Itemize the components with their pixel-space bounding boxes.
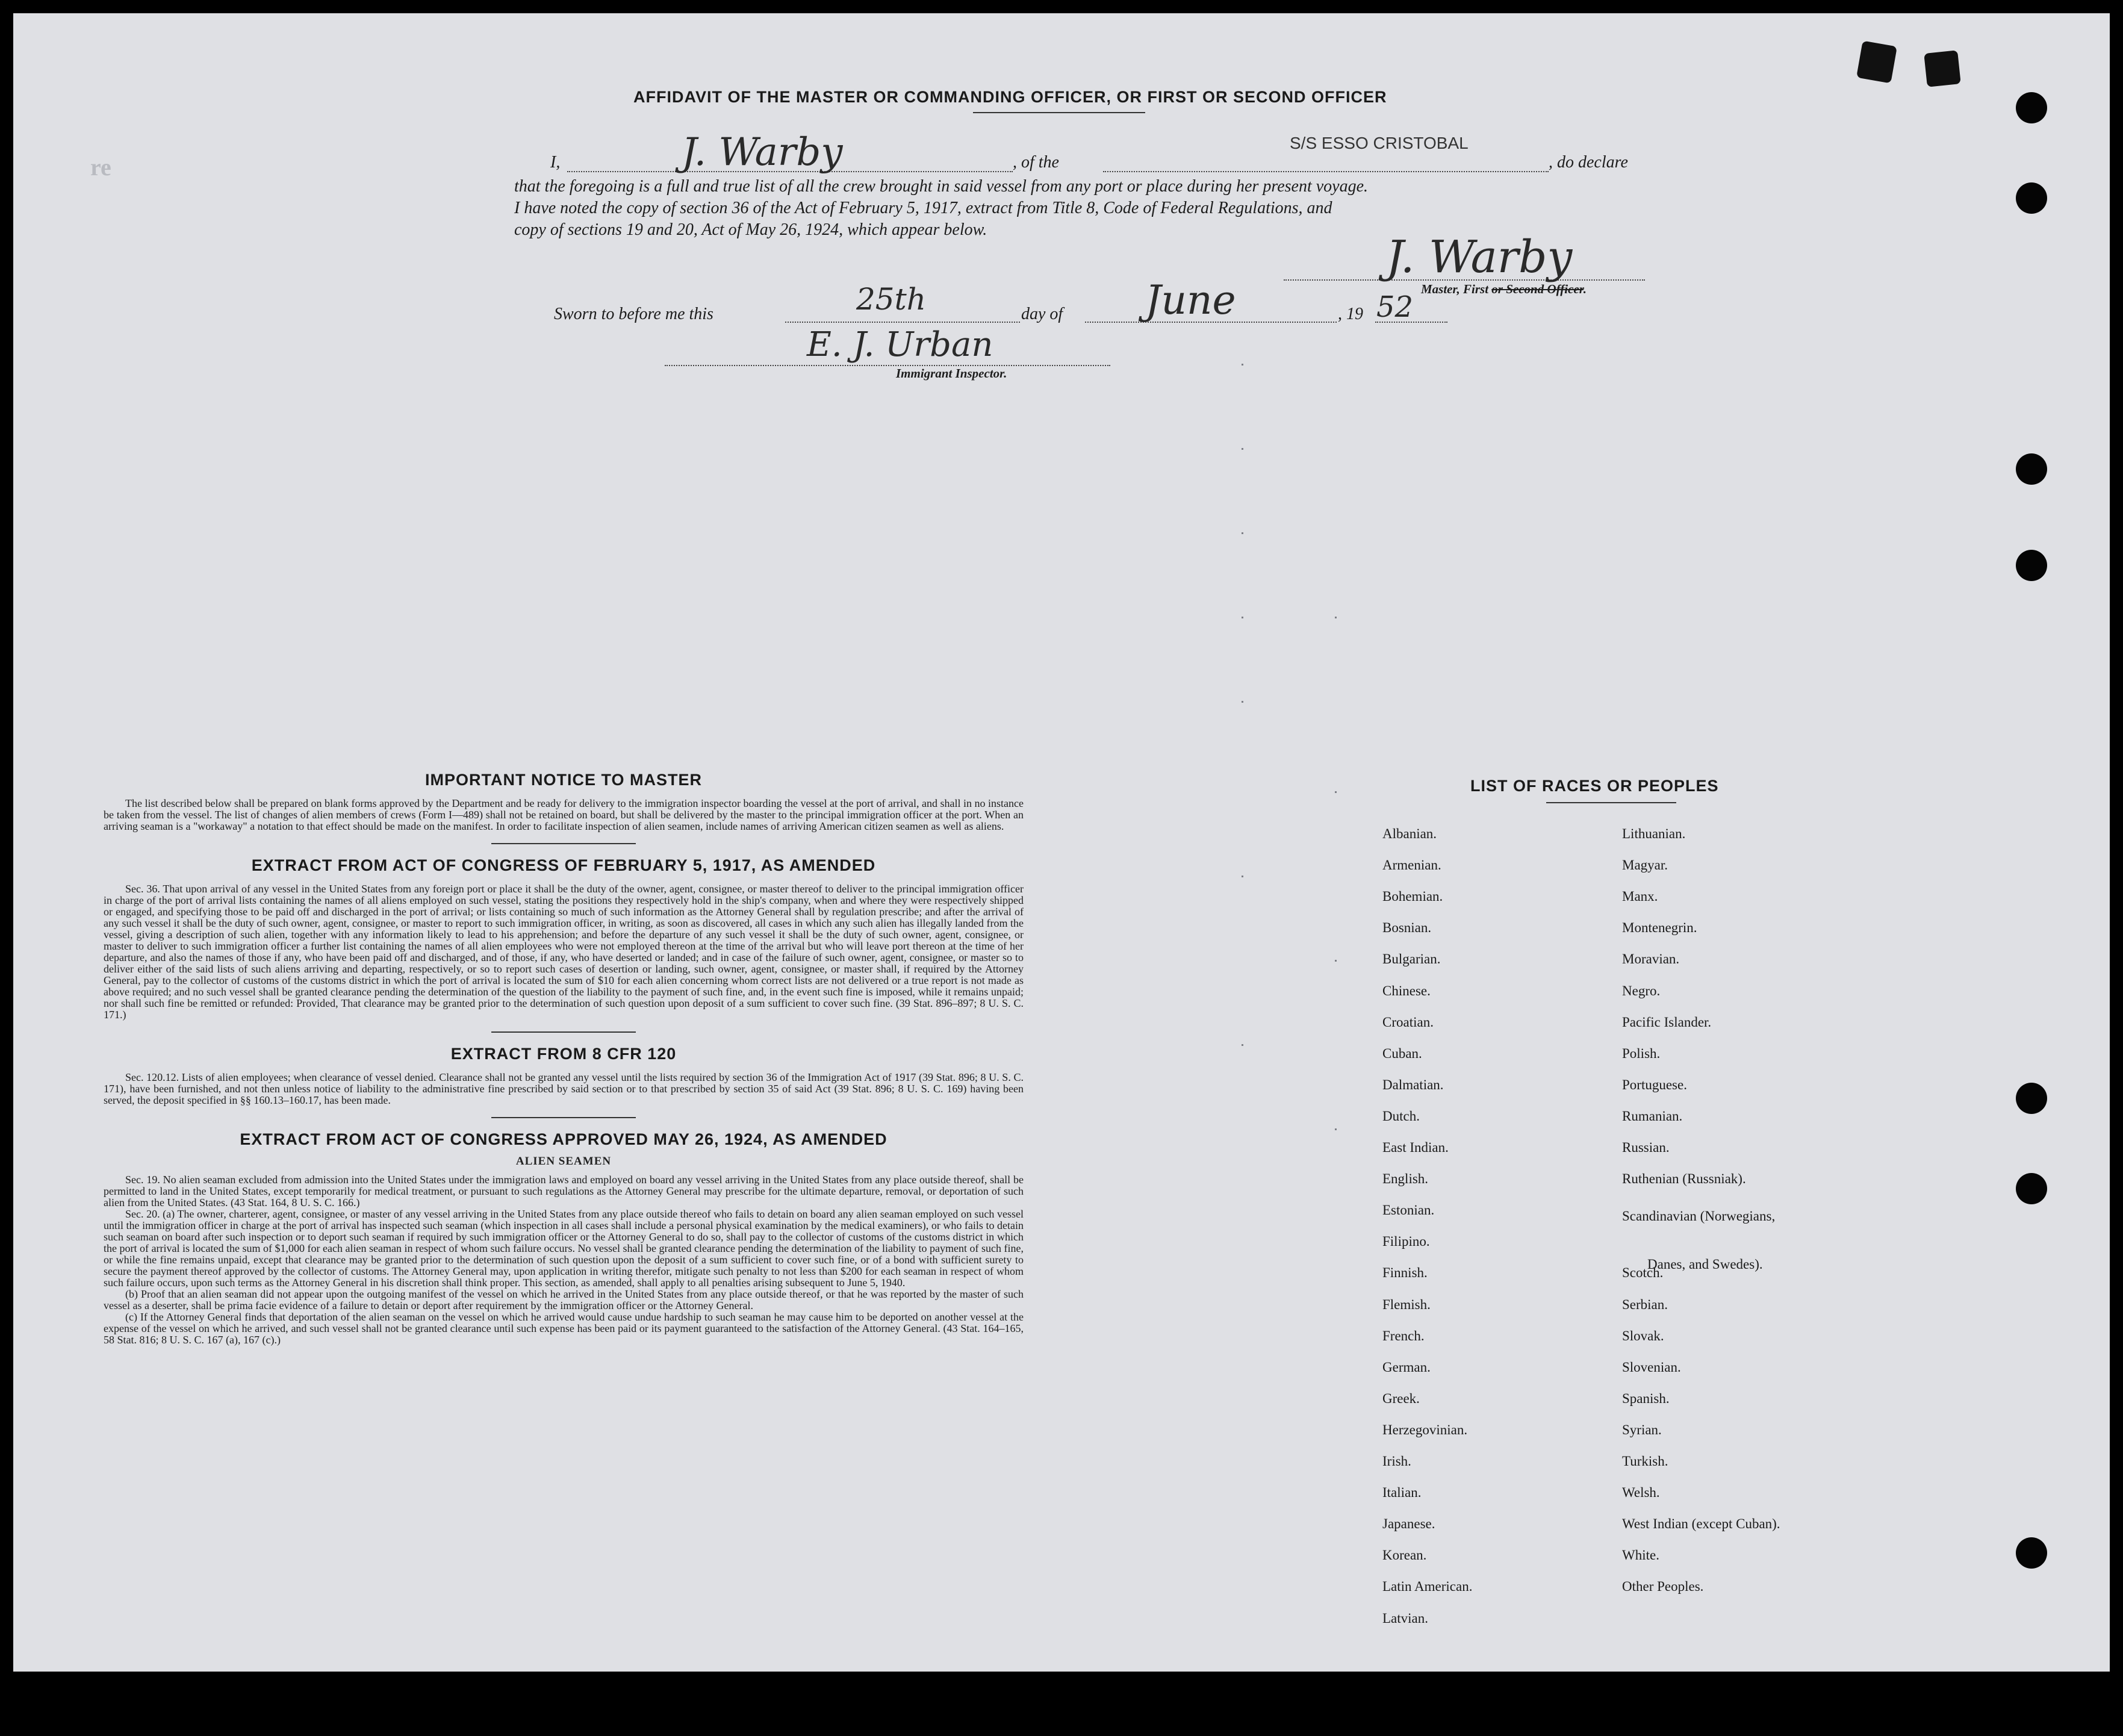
- punch-hole-3: [2016, 453, 2047, 485]
- notice-rule: [491, 843, 636, 844]
- race-right-item: West Indian (except Cuban).: [1622, 1516, 1780, 1532]
- race-right-item: Slovenian.: [1622, 1359, 1681, 1375]
- race-right-item: Pacific Islander.: [1622, 1014, 1712, 1030]
- punch-hole-1: [2016, 92, 2047, 123]
- affidavit-body-line-3: copy of sections 19 and 20, Act of May 26, 1924, which appear below.: [514, 220, 987, 239]
- race-right-item: Ruthenian (Russniak).: [1622, 1171, 1746, 1187]
- punch-hole-2: [2016, 182, 2047, 214]
- left-margin-faint-mark: re: [90, 154, 111, 181]
- race-left-item: Bohemian.: [1382, 889, 1443, 904]
- race-left-item: French.: [1382, 1328, 1425, 1343]
- race-left-item: Herzegovinian.: [1382, 1422, 1468, 1437]
- race-left-item: Dutch.: [1382, 1108, 1420, 1124]
- punch-hole-7: [2016, 1537, 2047, 1569]
- race-right-item: White.: [1622, 1548, 1659, 1563]
- master-caption: [1421, 282, 1587, 297]
- sworn-label: Sworn to before me this: [554, 305, 713, 323]
- scan-speck: [1242, 701, 1243, 703]
- sworn-day-line: [785, 322, 1020, 323]
- race-left-item: Japanese.: [1382, 1516, 1435, 1532]
- extract-cfr-title: EXTRACT FROM 8 CFR 120: [450, 1045, 677, 1063]
- race-right-item: Manx.: [1622, 889, 1658, 904]
- scan-speck: [1335, 791, 1337, 793]
- affidavit-title-rule: [973, 112, 1145, 113]
- race-right-item: Other Peoples.: [1622, 1579, 1704, 1594]
- extract-1924-title: EXTRACT FROM ACT OF CONGRESS APPROVED MAY 26, 1924, AS AMENDED: [240, 1130, 887, 1148]
- master-caption-end: .: [1583, 282, 1587, 296]
- inspector-signature-line: [665, 365, 1110, 366]
- race-left-item: Armenian.: [1382, 857, 1441, 873]
- scan-speck: [1242, 1044, 1243, 1046]
- race-right-item: Magyar.: [1622, 857, 1668, 873]
- extract-1917-rule: [491, 1031, 636, 1033]
- race-right-item: Lithuanian.: [1622, 826, 1686, 841]
- sworn-month: June: [1145, 277, 1236, 323]
- master-caption-master: Master, First: [1421, 282, 1492, 296]
- affidavit-body-line-1: that the foregoing is a full and true list of all the crew brought in said vessel from any port or place during her present voyage.: [514, 177, 1369, 196]
- race-left-item: Korean.: [1382, 1548, 1427, 1563]
- races-title: LIST OF RACES OR PEOPLES: [1470, 777, 1719, 795]
- race-right-item: Rumanian.: [1622, 1108, 1683, 1124]
- affidavit-title: AFFIDAVIT OF THE MASTER OR COMMANDING OFFICER, OR FIRST OR SECOND OFFICER: [633, 88, 1387, 106]
- race-right-item: Danes, and Swedes).: [1647, 1257, 1763, 1272]
- race-left-item: Flemish.: [1382, 1296, 1431, 1312]
- extract-1917-body: Sec. 36. That upon arrival of any vessel in the United States from any foreign port or place it shall be the duty of the owner, agent, consignee, or master thereof to deliver to the principal immigration officer in charge of the port of arrival lists containing the names of all aliens employed on such vessel, stating the positions they respectively hold in the ship's company, when and where they were respectively shipped or engaged, and specifying those to be paid off and discharged in the port of arrival; or lists containing so much of such information as the Attorney General shall by regulation prescribe; and after the arrival of any such vessel it shall be the duty of such owner, agent, consignee, or master to report to such immigration officer, in writing, as soon as discovered, all cases in which any such alien has illegally landed from the vessel, giving a description of such alien, together with any information likely to lead to his apprehension; and before the departure of any such vessel it shall be the duty of such owner, agent, consignee, or master to deliver to such immigration officer a further list containing the names of all alien employees who were not employed thereon at the time of the arrival but who will leave port thereon at the time of her departure, and also the names of those if any, who have been paid off and discharged, and of those, if any, who have deserted or landed; and in case of the failure of such owner, agent, consignee, or master so to deliver either of the said lists of such aliens arriving and departing, respectively, or so to report such cases of desertion or landing, such owner, agent, consignee, or master shall, if required by the Attorney General, pay to the collector of customs of the customs district in which the port of arrival is located the sum of $10 for each alien concerning whom correct lists are not delivered or a true report is not made as above required; and no such vessel shall be granted clearance pending the determination of the question of the liability to the payment of such fine, and, in the event such fine is imposed, while it remains unpaid; nor shall such fine be remitted or refunded: Provided, That clearance may be granted prior to the determination of such question upon deposit of a sum sufficient to cover such fine. (39 Stat. 896–897; 8 U. S. C. 171.): [104, 883, 1024, 1021]
- race-right-item: Slovak.: [1622, 1328, 1664, 1343]
- extract-1924-sec20a: Sec. 20. (a) The owner, charterer, agent, consignee, or master of any vessel arriving in the United States from any place outside thereof who fails to detain on board any alien seaman employed on such vessel until the immigration officer in charge at the port of arrival has inspected such seaman (which inspection in all cases shall include a personal physical examination by the medical examiners), or who fails to detain such seaman on board after such inspection or to deport such seaman if required by such immigration officer or the Attorney General to do so, shall pay to the collector of customs of the customs district in which the port of arrival is located the sum of $1,000 for each alien seaman in respect of whom such failure occurs. No vessel shall be granted clearance pending the determination of the liability to payment of such fine, or while the fine remains unpaid, except that clearance may be granted prior to the determination of such question upon the deposit of a sum sufficient to cover such fine, or of a bond with sufficient surety to secure the payment thereof approved by the collector of customs. The Attorney General may, upon application in writing therefor, mitigate such penalty to not less than $200 for each seaman in respect of whom such failure occurs, upon such terms as the Attorney General in his discretion shall think proper. This section, as amended, shall apply to all penalties arising subsequent to June 5, 1940.: [104, 1208, 1024, 1289]
- race-right-item: Serbian.: [1622, 1296, 1668, 1312]
- race-right-item: Scandinavian (Norwegians,: [1622, 1209, 1776, 1224]
- race-left-item: Cuban.: [1382, 1045, 1422, 1061]
- race-right-item: Montenegrin.: [1622, 920, 1697, 936]
- races-title-rule: [1546, 802, 1676, 803]
- scan-speck: [1242, 876, 1243, 877]
- race-right-item: Moravian.: [1622, 951, 1680, 967]
- race-left-item: German.: [1382, 1359, 1431, 1375]
- notice-body: The list described below shall be prepared on blank forms approved by the Department and be ready for delivery to the immigration inspector boarding the vessel at the port of arrival, and shall in no instance be taken from the vessel. The list of changes of alien members of crews (Form I—489) shall not be retained on board, but shall be delivered by the master to the principal immigration officer at the port. When an arriving seaman is a "workaway" a notation to that effect should be made on the manifest. In order to facilitate inspection of alien seamen, include names of arriving American citizen seamen as well as aliens.: [104, 797, 1024, 832]
- extract-1917-title: EXTRACT FROM ACT OF CONGRESS OF FEBRUARY 5, 1917, AS AMENDED: [251, 856, 876, 874]
- sworn-year-suffix: 52: [1376, 290, 1414, 324]
- affidavit-i-label: I,: [550, 153, 561, 172]
- race-left-item: English.: [1382, 1171, 1429, 1187]
- sworn-year-prefix: , 19: [1338, 305, 1363, 323]
- affidavit-signature: J. Warby: [682, 130, 843, 175]
- race-left-item: Bulgarian.: [1382, 951, 1441, 967]
- affidavit-body-line-2: I have noted the copy of section 36 of the Act of February 5, 1917, extract from Title 8, Code of Federal Regulations, and: [514, 199, 1332, 217]
- extract-1924-sec19: Sec. 19. No alien seaman excluded from admission into the United States under the immigration laws and employed on board any vessel arriving in the United States from any place outside thereof, shall be permitted to land in the United States, except temporarily for medical treatment, or pursuant to such regulations as the Attorney General may prescribe for the ultimate departure, removal, or deportation of such alien from the United States. (43 Stat. 164, 8 U. S. C. 166.): [104, 1174, 1024, 1209]
- race-left-item: Irish.: [1382, 1454, 1411, 1469]
- sworn-day: 25th: [856, 282, 926, 317]
- extract-1924-sec20b: (b) Proof that an alien seaman did not appear upon the outgoing manifest of the vessel on which he arrived in the United States from any place outside thereof, or that he was reported by the master of such vessel as a deserter, shall be prima facie evidence of a failure to detain or deport after requirement by the immigration officer or the Attorney General.: [104, 1288, 1024, 1311]
- race-right-item: Turkish.: [1622, 1454, 1668, 1469]
- punch-hole-6: [2016, 1173, 2047, 1204]
- race-left-item: Finnish.: [1382, 1265, 1428, 1281]
- master-caption-struck: or Second Officer: [1491, 282, 1584, 296]
- extract-1924-sec20c: (c) If the Attorney General finds that deportation of the alien seaman on the vessel on which he arrived would cause undue hardship to such seaman he may cause him to be deported on another vessel at the expense of the vessel on which he arrived, and such vessel shall not be granted clearance until such expense has been paid or its payment guaranteed to the satisfaction of the Attorney General. (43 Stat. 164–165, 58 Stat. 816; 8 U. S. C. 167 (a), 167 (c).): [104, 1311, 1024, 1346]
- extract-cfr-body: Sec. 120.12. Lists of alien employees; when clearance of vessel denied. Clearance shall not be granted any vessel until the lists required by section 36 of the Immigration Act of 1917 (39 Stat. 896; 8 U. S. C. 171), have been furnished, and not then unless notice of liability to the administrative fine prescribed by said section or to that prescribed by section 35 of said Act (39 Stat. 896; 8 U. S. C. 169) having been served, the deposit specified in §§ 160.13–160.17, has been made.: [104, 1071, 1024, 1106]
- affidavit-vessel-name: S/S ESSO CRISTOBAL: [1290, 134, 1469, 152]
- left-column: [104, 771, 1024, 1346]
- race-right-item: Polish.: [1622, 1045, 1661, 1061]
- document-page: [13, 13, 2110, 1672]
- scan-speck: [1335, 960, 1337, 962]
- affidavit-of-the: , of the: [1013, 153, 1059, 172]
- scan-speck: [1242, 617, 1243, 618]
- race-right-item: Syrian.: [1622, 1422, 1662, 1437]
- scan-speck: [1242, 364, 1243, 366]
- sworn-year-line: [1375, 322, 1447, 323]
- race-left-item: East Indian.: [1382, 1140, 1449, 1155]
- inspector-signature: E. J. Urban: [807, 325, 993, 364]
- ink-blot-1: [1856, 40, 1897, 83]
- race-right-item: Scotch.: [1622, 1265, 1664, 1281]
- race-left-item: Bosnian.: [1382, 920, 1432, 936]
- extract-1924-subtitle: ALIEN SEAMEN: [515, 1155, 612, 1168]
- race-right-item: Portuguese.: [1622, 1077, 1687, 1092]
- extract-cfr-rule: [491, 1117, 636, 1118]
- race-right-item: Spanish.: [1622, 1390, 1670, 1406]
- race-right-item: Negro.: [1622, 983, 1661, 998]
- race-left-item: Croatian.: [1382, 1014, 1434, 1030]
- race-right-item: Welsh.: [1622, 1485, 1660, 1501]
- race-left-item: Albanian.: [1382, 826, 1437, 841]
- race-right-item: Russian.: [1622, 1140, 1670, 1155]
- race-left-item: Chinese.: [1382, 983, 1431, 998]
- punch-hole-5: [2016, 1083, 2047, 1114]
- scan-speck: [1335, 617, 1337, 618]
- race-left-item: Greek.: [1382, 1390, 1420, 1406]
- race-left-item: Latvian.: [1382, 1610, 1428, 1626]
- race-left-item: Estonian.: [1382, 1202, 1435, 1218]
- punch-hole-4: [2016, 550, 2047, 581]
- affidavit-do-declare: , do declare: [1549, 153, 1628, 172]
- race-left-item: Latin American.: [1382, 1579, 1473, 1594]
- scan-speck: [1335, 1128, 1337, 1130]
- inspector-caption: Immigrant Inspector.: [896, 366, 1007, 381]
- affidavit-vessel-line: [1103, 171, 1549, 172]
- scan-speck: [1242, 448, 1243, 450]
- race-left-item: Italian.: [1382, 1485, 1422, 1501]
- sworn-day-of: day of: [1021, 305, 1063, 323]
- scan-speck: [1242, 532, 1243, 534]
- race-left-item: Dalmatian.: [1382, 1077, 1444, 1092]
- notice-title: IMPORTANT NOTICE TO MASTER: [425, 771, 702, 789]
- master-signature: J. Warby: [1386, 231, 1573, 283]
- ink-blot-2: [1924, 50, 1961, 87]
- race-left-item: Filipino.: [1382, 1234, 1430, 1249]
